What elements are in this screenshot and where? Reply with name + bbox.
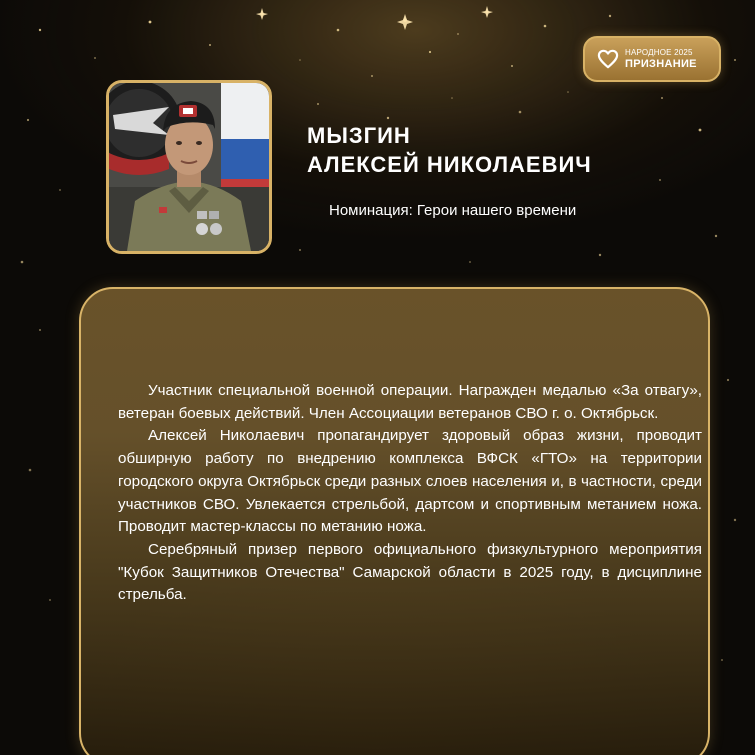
bio-paragraph: Серебряный призер первого официального физкультурного мероприятия "Кубок Защитников Отечества" Самарской области в 2025 году, в дисциплине стрельба. [118,540,702,604]
nomination-label: Номинация: Герои нашего времени [329,202,577,219]
bio-paragraph: Алексей Николаевич пропагандирует здоровый образ жизни, проводит обширную работу по внедрению комплекса ВФСК «ГТО» на территории городского округа Октябрьск среди разных слоев населения и, в частности, среди участников СВО. Увлекается стрельбой, дартсом и спортивным метанием ножа. Проводит мастер-классы по метанию ножа. [118,427,702,536]
person-given-names: АЛЕКСЕЙ НИКОЛАЕВИЧ [307,152,592,177]
portrait-photo [106,80,272,254]
bio-paragraph: Участник специальной военной операции. Награжден медалью «За отвагу», ветеран боевых действий. Член Ассоциации ветеранов СВО г. о. Октябрьск. [118,382,702,422]
badge-bottom-text: ПРИЗНАНИЕ [625,57,697,70]
person-name [307,121,592,179]
badge-top-text: НАРОДНОЕ 2025 [625,47,693,57]
person-surname: МЫЗГИН [307,123,411,148]
heart-icon [597,49,619,69]
award-logo-badge [583,36,721,82]
bio-text [118,380,702,607]
